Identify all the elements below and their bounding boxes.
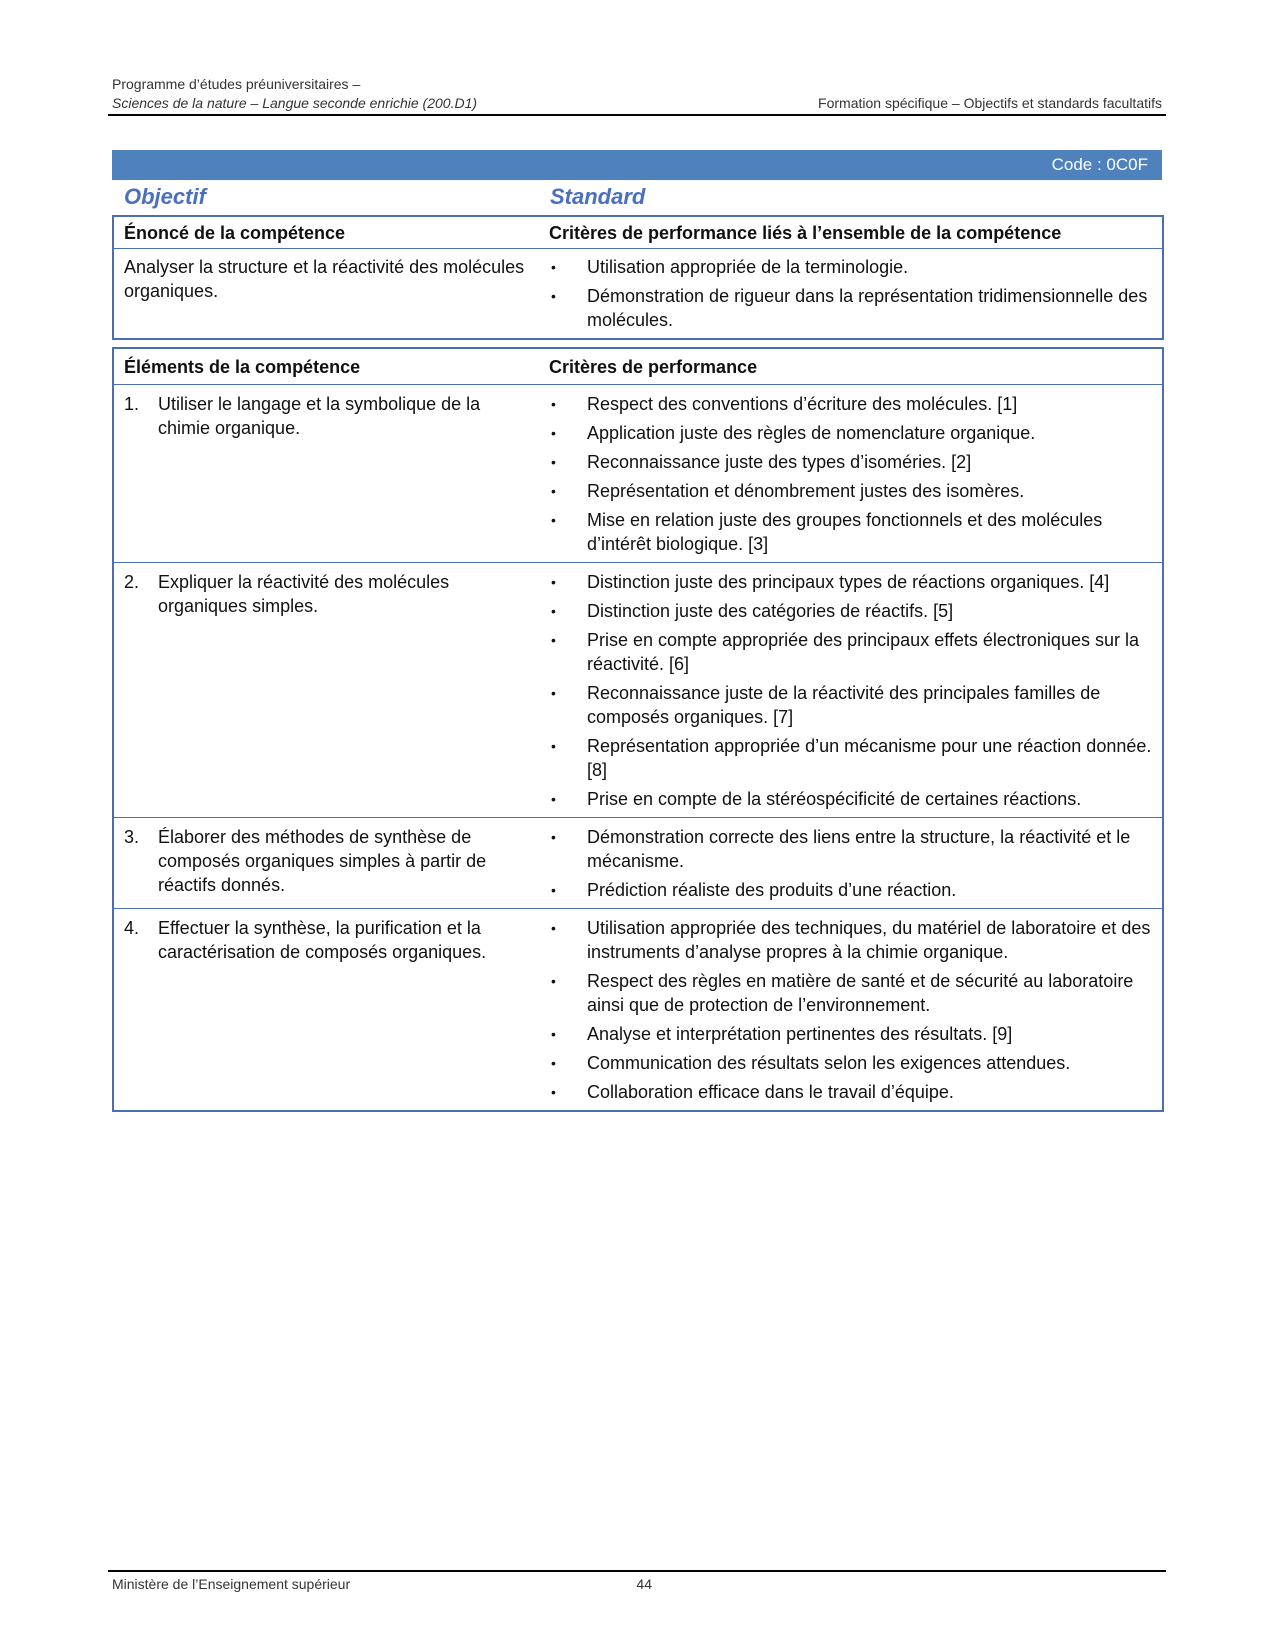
criterion-item (549, 628, 1152, 676)
running-header-line2 (112, 95, 1162, 111)
criterion-item (549, 878, 1152, 902)
element-text: Élaborer des méthodes de synthèse de composés organiques simples à partir de réactifs donnés. (158, 827, 487, 895)
element-row (113, 818, 1163, 909)
bullet-icon: • (551, 791, 556, 807)
criterion-text: Prédiction réaliste des produits d’une réaction. (587, 880, 957, 900)
criterion-item (549, 787, 1152, 811)
criterion-item (549, 969, 1152, 1017)
criteria-list (549, 392, 1152, 556)
criterion-text: Reconnaissance juste de la réactivité des principales familles de composés organiques. [7] (587, 683, 1101, 727)
criterion-text: Mise en relation juste des groupes fonctionnels et des molécules d’intérêt biologique. [3] (587, 510, 1103, 554)
criterion-item (549, 392, 1152, 416)
competency-elements-table (112, 347, 1164, 1112)
criterion-text: Distinction juste des principaux types de réactions organiques. [4] (587, 572, 1110, 592)
enonce-header: Énoncé de la compétence (113, 216, 539, 249)
code-bar (112, 150, 1162, 180)
page-number: 44 (636, 1576, 652, 1592)
element-text: Expliquer la réactivité des molécules organiques simples. (158, 572, 450, 616)
criterion-item (549, 421, 1152, 445)
element-item (124, 392, 529, 440)
element-item (124, 825, 529, 897)
bullet-icon: • (551, 425, 556, 441)
bullet-icon: • (551, 738, 556, 754)
bullet-icon: • (551, 632, 556, 648)
bullet-icon: • (551, 1084, 556, 1100)
bullet-icon: • (551, 1026, 556, 1042)
element-number: 3. (124, 827, 140, 847)
criteria-cell (539, 563, 1163, 818)
element-row (113, 909, 1163, 1112)
bullet-icon: • (551, 454, 556, 470)
criterion-item (549, 599, 1152, 623)
header-rule (108, 114, 1166, 116)
element-number: 2. (124, 572, 140, 592)
criterion-text: Prise en compte appropriée des principaux effets électroniques sur la réactivité. [6] (587, 630, 1139, 674)
global-criteria-list (549, 255, 1152, 332)
criterion-item (549, 1022, 1152, 1046)
criterion-text: Communication des résultats selon les exigences attendues. (587, 1053, 1071, 1073)
elements-body (113, 385, 1163, 1112)
bullet-icon: • (551, 574, 556, 590)
criteria-header: Critères de performance (539, 348, 1163, 385)
bullet-icon: • (551, 259, 556, 275)
criteria-list (549, 570, 1152, 811)
element-cell (113, 818, 539, 909)
global-criteria-cell (539, 249, 1163, 340)
running-header-line1: Programme d’études préuniversitaires – (112, 76, 361, 92)
bullet-icon: • (551, 882, 556, 898)
criterion-item (549, 825, 1152, 873)
bullet-icon: • (551, 396, 556, 412)
criterion-text: Prise en compte de la stéréospécificité de certaines réactions. (587, 789, 1082, 809)
criterion-item (549, 508, 1152, 556)
competency-statement: Analyser la structure et la réactivité des molécules organiques. (124, 257, 525, 301)
element-cell (113, 563, 539, 818)
competency-code: Code : 0C0F (1051, 155, 1148, 174)
element-number: 4. (124, 918, 140, 938)
criterion-text: Respect des conventions d’écriture des molécules. [1] (587, 394, 1018, 414)
criterion-text: Utilisation appropriée des techniques, du matériel de laboratoire et des instruments d’analyse propres à la chimie organique. (587, 918, 1151, 962)
elements-header: Éléments de la compétence (113, 348, 539, 385)
criterion-text: Démonstration de rigueur dans la représentation tridimensionnelle des molécules. (587, 286, 1148, 330)
criterion-text: Application juste des règles de nomenclature organique. (587, 423, 1036, 443)
bullet-icon: • (551, 512, 556, 528)
footer-ministry: Ministère de l’Enseignement supérieur (112, 1576, 351, 1592)
bullet-icon: • (551, 288, 556, 304)
footer-rule (108, 1570, 1166, 1572)
criterion-text: Démonstration correcte des liens entre la structure, la réactivité et le mécanisme. (587, 827, 1131, 871)
bullet-icon: • (551, 483, 556, 499)
element-text: Effectuer la synthèse, la purification et la caractérisation de composés organiques. (158, 918, 487, 962)
criterion-text: Analyse et interprétation pertinentes des résultats. [9] (587, 1024, 1013, 1044)
bullet-icon: • (551, 1055, 556, 1071)
bullet-icon: • (551, 829, 556, 845)
criterion-item (549, 1051, 1152, 1075)
element-number: 1. (124, 394, 140, 414)
element-item (124, 570, 529, 618)
criteria-list (549, 916, 1152, 1104)
program-name: Sciences de la nature – Langue seconde enrichie (200.D1) (112, 95, 478, 111)
criterion-item (549, 681, 1152, 729)
bullet-icon: • (551, 685, 556, 701)
bullet-icon: • (551, 920, 556, 936)
criteria-cell (539, 909, 1163, 1112)
element-cell (113, 909, 539, 1112)
footer (112, 1576, 652, 1592)
criterion-item (549, 916, 1152, 964)
criteria-cell (539, 385, 1163, 563)
section-titles (124, 184, 1164, 212)
criterion-item (549, 570, 1152, 594)
competency-statement-table (112, 215, 1164, 340)
element-item (124, 916, 529, 964)
element-row (113, 385, 1163, 563)
objectif-title: Objectif (124, 184, 206, 209)
element-cell (113, 385, 539, 563)
criterion-item (549, 255, 1152, 279)
criterion-item (549, 284, 1152, 332)
criterion-text: Collaboration efficace dans le travail d’équipe. (587, 1082, 954, 1102)
element-row (113, 563, 1163, 818)
standard-title: Standard (550, 184, 646, 209)
criteria-list (549, 825, 1152, 902)
criterion-text: Représentation appropriée d’un mécanisme pour une réaction donnée. [8] (587, 736, 1152, 780)
criterion-text: Reconnaissance juste des types d’isoméries. [2] (587, 452, 972, 472)
bullet-icon: • (551, 973, 556, 989)
global-criteria-header: Critères de performance liés à l’ensemble de la compétence (539, 216, 1163, 249)
criterion-text: Respect des règles en matière de santé et de sécurité au laboratoire ainsi que de protection de l’environnement. (587, 971, 1134, 1015)
element-text: Utiliser le langage et la symbolique de la chimie organique. (158, 394, 481, 438)
criterion-item (549, 1080, 1152, 1104)
criterion-text: Distinction juste des catégories de réactifs. [5] (587, 601, 954, 621)
criterion-item (549, 479, 1152, 503)
criterion-item (549, 734, 1152, 782)
criterion-text: Représentation et dénombrement justes des isomères. (587, 481, 1025, 501)
criterion-item (549, 450, 1152, 474)
section-name: Formation spécifique – Objectifs et standards facultatifs (818, 95, 1162, 111)
criteria-cell (539, 818, 1163, 909)
criterion-text: Utilisation appropriée de la terminologie. (587, 257, 909, 277)
bullet-icon: • (551, 603, 556, 619)
